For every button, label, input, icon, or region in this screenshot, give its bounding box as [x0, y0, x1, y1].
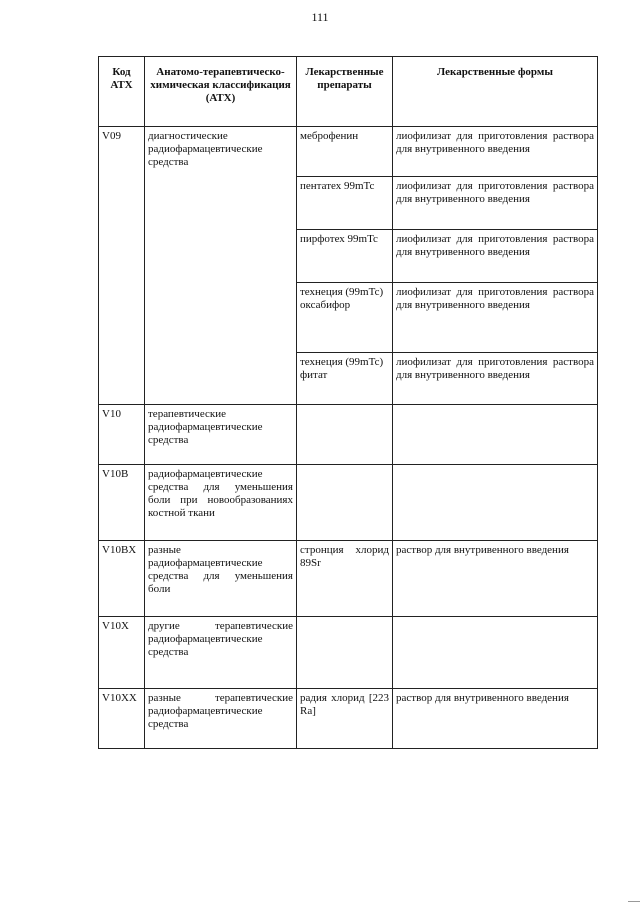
dosage-form [393, 405, 598, 465]
dosage-form [393, 617, 598, 689]
drug-name: технеция (99mTc) фитат [297, 353, 393, 405]
dosage-form: раствор для внутривенного введения [393, 541, 598, 617]
drug-name: пирфотех 99mTc [297, 230, 393, 283]
atx-classification: диагностические радиофармацевтические средства [145, 127, 297, 405]
blank-page-area [0, 740, 640, 905]
dosage-form [393, 465, 598, 541]
drug-name [297, 465, 393, 541]
dosage-form: лиофилизат для приготовления раствора для внутривенного введения [393, 230, 598, 283]
table-row [99, 405, 598, 465]
atx-classification: другие терапевтические радиофармацевтические средства [145, 617, 297, 689]
dosage-form: лиофилизат для приготовления раствора для внутривенного введения [393, 283, 598, 353]
dosage-form: лиофилизат для приготовления раствора для внутривенного введения [393, 127, 598, 177]
table-row [99, 617, 598, 689]
header-dosage-forms: Лекарственные формы [393, 57, 598, 127]
drug-name: технеция (99mTc) оксабифор [297, 283, 393, 353]
drug-name: радия хлорид [223 Ra] [297, 689, 393, 749]
drug-name: стронция хлорид 89Sr [297, 541, 393, 617]
scan-edge-mark [628, 901, 640, 902]
atx-classification: разные терапевтические радиофармацевтические средства [145, 689, 297, 749]
page-number: 111 [311, 10, 329, 24]
atx-code: V10 [99, 405, 145, 465]
table-row [99, 127, 598, 177]
table-row [99, 541, 598, 617]
atx-code: V10BX [99, 541, 145, 617]
header-drugs: Лекарственные препараты [297, 57, 393, 127]
dosage-form: лиофилизат для приготовления раствора для внутривенного введения [393, 353, 598, 405]
atx-code: V10XX [99, 689, 145, 749]
atx-code: V10X [99, 617, 145, 689]
drug-name [297, 617, 393, 689]
dosage-form: лиофилизат для приготовления раствора для внутривенного введения [393, 177, 598, 230]
atx-classification: разные радиофармацевтические средства для уменьшения боли [145, 541, 297, 617]
atx-table [98, 56, 598, 749]
atx-classification: терапевтические радиофармацевтические средства [145, 405, 297, 465]
table-header-row [99, 57, 598, 127]
header-atx-code: Код АТХ [99, 57, 145, 127]
table-row [99, 465, 598, 541]
drug-name: пентатех 99mTc [297, 177, 393, 230]
drug-name: меброфенин [297, 127, 393, 177]
atx-code: V09 [99, 127, 145, 405]
header-atx-classification: Анатомо-терапевтическо-химическая классификация (АТХ) [145, 57, 297, 127]
atx-classification: радиофармацевтические средства для уменьшения боли при новообразованиях костной ткани [145, 465, 297, 541]
atx-code: V10B [99, 465, 145, 541]
drug-name [297, 405, 393, 465]
dosage-form: раствор для внутривенного введения [393, 689, 598, 749]
